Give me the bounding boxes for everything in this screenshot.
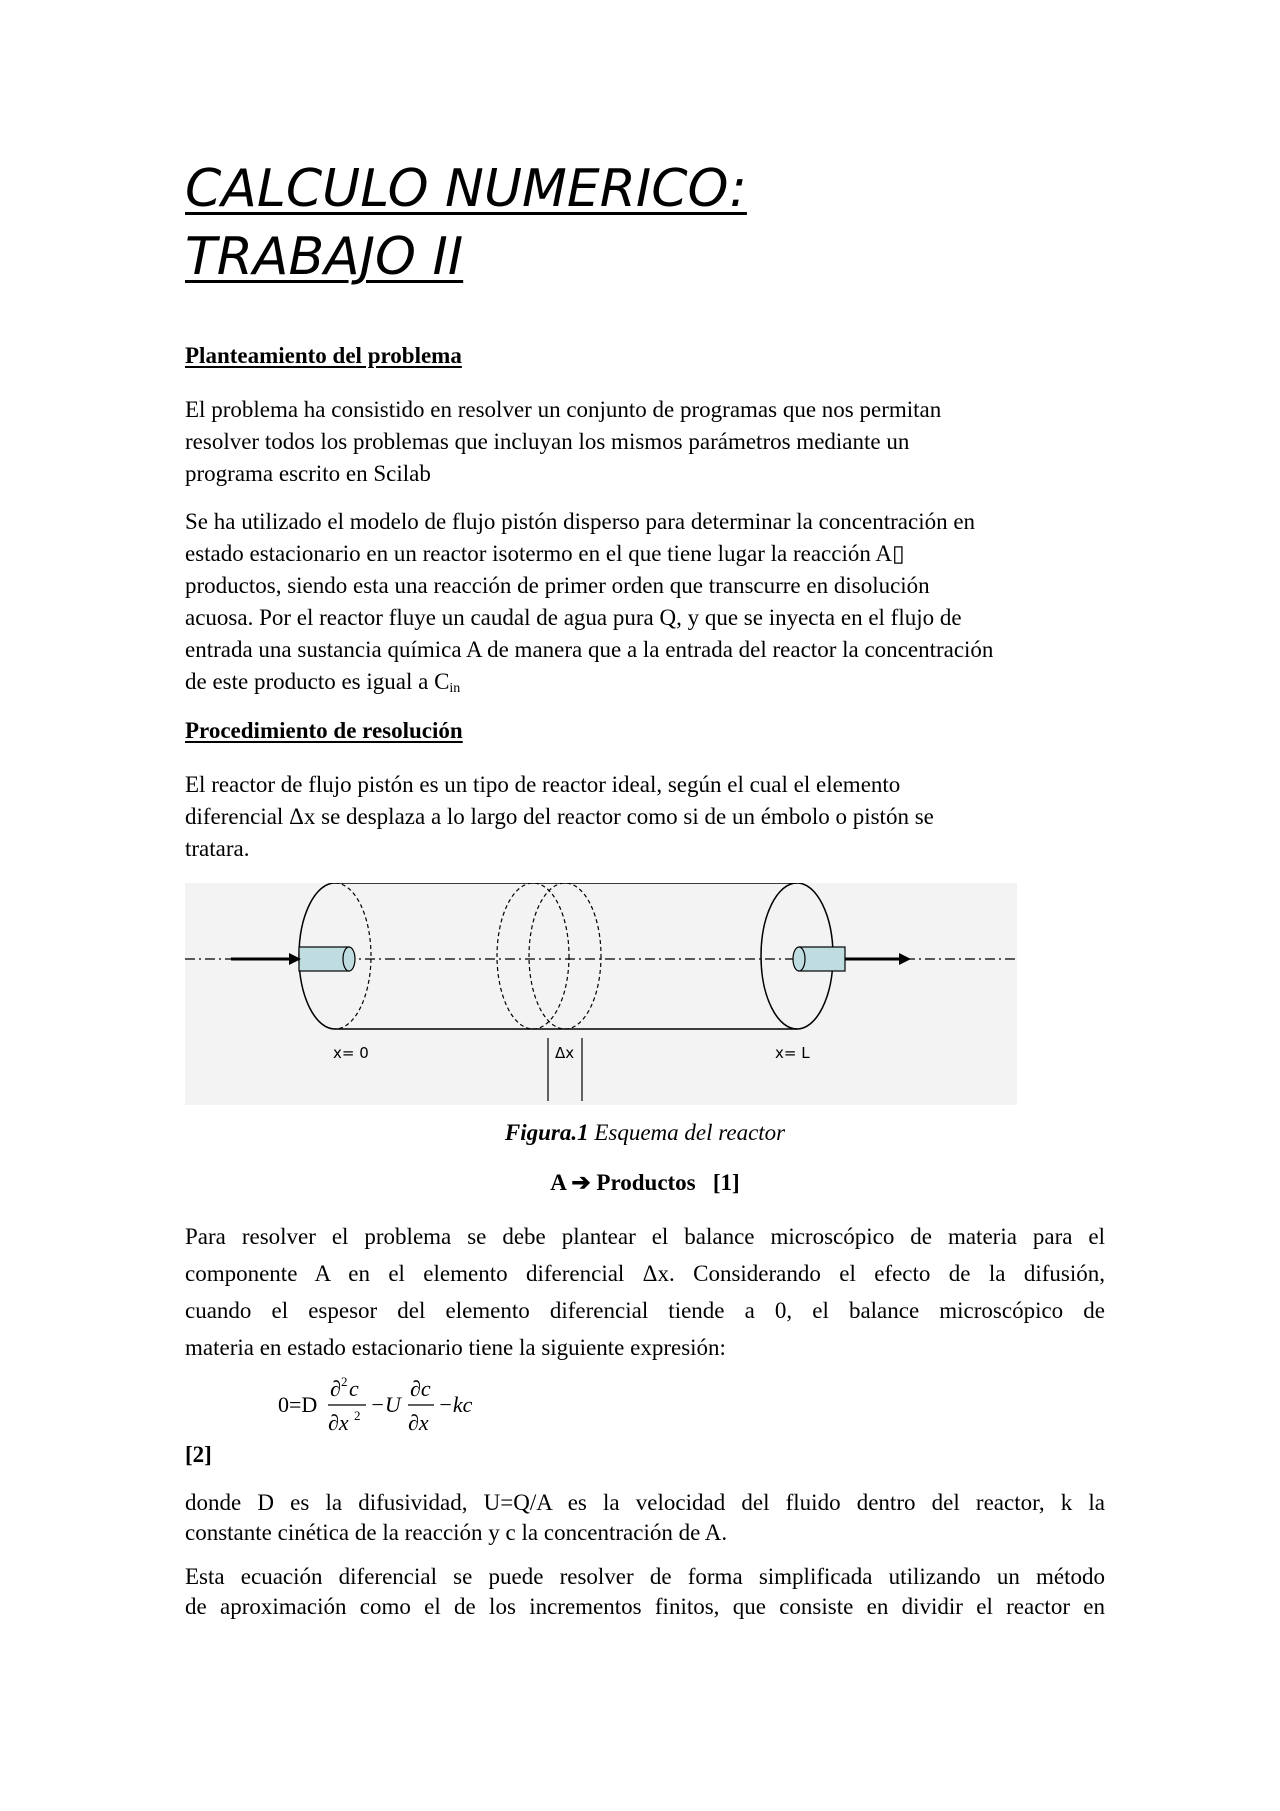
- paragraph-balance: [185, 1218, 1105, 1366]
- reactor-diagram: [185, 883, 1017, 1105]
- text-line: acuosa. Por el reactor fluye un caudal de agua pura Q, y que se inyecta en el flujo de: [185, 605, 962, 630]
- inlet-pipe: [299, 947, 349, 971]
- text-line: El problema ha consistido en resolver un conjunto de programas que nos permitan: [185, 397, 942, 422]
- text-line: [185, 666, 1105, 705]
- text-line: de aproximación como el de los incrementos finitos, que consiste en dividir el reactor en: [185, 1594, 1105, 1619]
- text-line: materia en estado estacionario tiene la siguiente expresión:: [185, 1335, 726, 1360]
- text-line: productos, siendo esta una reacción de primer orden que transcurre en disolución: [185, 573, 930, 598]
- text-line-part: estado estacionario en un reactor isotermo en el que tiene lugar la reacción A: [185, 541, 892, 566]
- paragraph-model: [185, 506, 1105, 705]
- title-line-2: TRABAJO II: [185, 227, 464, 287]
- text-line: cuando el espesor del elemento diferencial tiende a 0, el balance microscópico de: [185, 1298, 1105, 1323]
- text-line: Esta ecuación diferencial se puede resolver de forma simplificada utilizando un método: [185, 1564, 1105, 1589]
- element-face-right: [529, 883, 601, 1029]
- text-line: resolver todos los problemas que incluyan los mismos parámetros mediante un: [185, 429, 910, 454]
- text-line: tratara.: [185, 836, 250, 861]
- equation-number: [2]: [185, 1442, 212, 1467]
- reaction-number: [1]: [712, 1170, 740, 1195]
- outlet-pipe: [799, 947, 845, 971]
- reactor-diagram-svg: [185, 883, 1017, 1105]
- eq-tail: −kc: [438, 1392, 473, 1417]
- eq-den-1: ∂x: [328, 1410, 349, 1435]
- document-title: [185, 155, 985, 291]
- eq-sup-2: 2: [354, 1408, 361, 1423]
- caption-bold: Figura.1: [504, 1120, 589, 1145]
- section-heading-procedimiento: Procedimiento de resolución: [185, 718, 463, 743]
- text-line: diferencial Δx se desplaza a lo largo del reactor como si de un émbolo o pistón se: [185, 804, 934, 829]
- label-delta-x: Δx: [555, 1044, 575, 1062]
- element-face-left: [497, 883, 569, 1029]
- paragraph-intro: [185, 394, 1105, 490]
- reaction-equation: [185, 1170, 1105, 1196]
- text-line: entrada una sustancia química A de manera que a la entrada del reactor la concentración: [185, 637, 994, 662]
- eq-lhs: 0=D: [278, 1392, 318, 1417]
- balance-equation: [278, 1372, 538, 1438]
- inlet-pipe-end: [343, 947, 355, 971]
- outlet-arrow-head: [899, 953, 911, 965]
- text-line: El reactor de flujo pistón es un tipo de reactor ideal, según el cual el elemento: [185, 772, 901, 797]
- section-heading-planteamiento: Planteamiento del problema: [185, 343, 462, 368]
- reaction-reactant: A: [550, 1170, 566, 1195]
- text-line: [185, 538, 1105, 570]
- text-line: componente A en el elemento diferencial Δx. Considerando el efecto de la difusión,: [185, 1261, 1105, 1286]
- caption-rest: Esquema del reactor: [588, 1120, 786, 1145]
- eq-num-2: ∂c: [410, 1376, 431, 1401]
- paragraph-method: [185, 1562, 1105, 1622]
- eq-var-c: c: [349, 1376, 359, 1401]
- text-line: donde D es la difusividad, U=Q/A es la velocidad del fluido dentro del reactor, k la: [185, 1490, 1105, 1515]
- eq-minus-u: −U: [370, 1392, 401, 1417]
- paragraph-definitions: [185, 1488, 1105, 1548]
- text-line: constante cinética de la reacción y c la concentración de A.: [185, 1520, 728, 1545]
- paragraph-reactor: [185, 769, 1105, 865]
- label-x0: x= 0: [333, 1044, 369, 1062]
- eq-sup-1: 2: [341, 1374, 348, 1389]
- text-line: Para resolver el problema se debe plantear el balance microscópico de materia para el: [185, 1224, 1105, 1249]
- figure-caption: [185, 1120, 1105, 1146]
- reaction-product: Productos: [596, 1170, 696, 1195]
- label-xL: x= L: [775, 1044, 810, 1062]
- outlet-pipe-end: [793, 947, 805, 971]
- text-line-part: de este producto es igual a C: [185, 669, 450, 694]
- balance-equation-svg: [278, 1372, 538, 1438]
- title-line-1: CALCULO NUMERICO:: [185, 159, 747, 219]
- missing-glyph: ▯: [891, 541, 905, 566]
- text-line: programa escrito en Scilab: [185, 461, 431, 486]
- text-line: Se ha utilizado el modelo de flujo pistón disperso para determinar la concentración en: [185, 509, 976, 534]
- reaction-arrow: ➔: [571, 1170, 591, 1195]
- eq-partial-1: ∂: [330, 1376, 341, 1401]
- subscript-in: in: [449, 681, 461, 696]
- eq-den-2: ∂x: [408, 1410, 429, 1435]
